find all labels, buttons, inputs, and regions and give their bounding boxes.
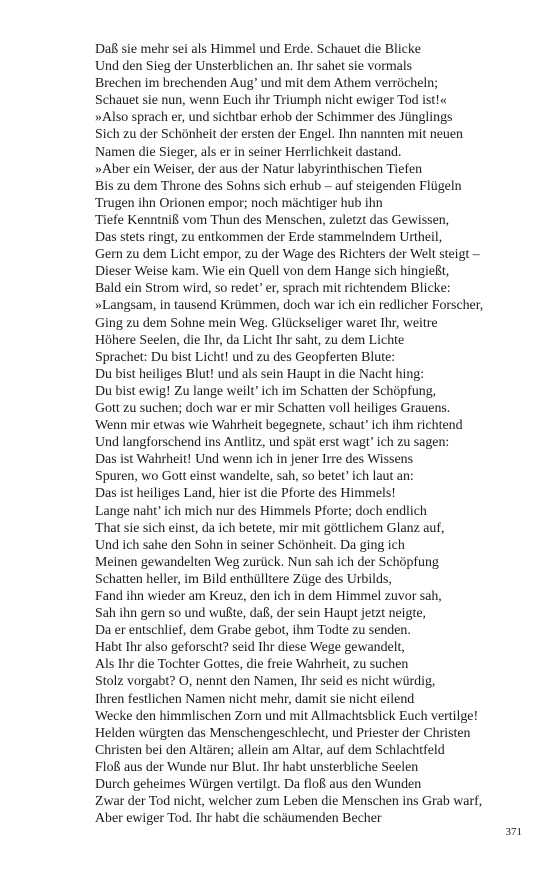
page-number: 371 [505, 826, 522, 838]
verse-line: Und den Sieg der Unsterblichen an. Ihr sahet sie vormals [95, 59, 413, 75]
verse-line: Sah ihn gern so und wußte, daß, der sein Haupt jetzt neigte, [95, 606, 426, 622]
verse-line: Floß aus der Wunde nur Blut. Ihr habt unsterbliche Seelen [95, 759, 419, 775]
verse-line: Meinen gewandelten Weg zurück. Nun sah ich der Schöpfung [95, 554, 439, 570]
verse-line: Ihren festlichen Namen nicht mehr, damit sie nicht eilend [95, 691, 415, 707]
verse-line: »Aber ein Weiser, der aus der Natur labyrinthischen Tiefen [95, 161, 423, 177]
verse-line: Sich zu der Schönheit der ersten der Engel. Ihn nannten mit neuen [95, 127, 463, 143]
verse-line: Und ich sahe den Sohn in seiner Schönheit. Da ging ich [95, 537, 405, 553]
verse-line: Daß sie mehr sei als Himmel und Erde. Schauet die Blicke [95, 42, 421, 57]
verse-line: Trugen ihn Orionen empor; noch mächtiger hub ihn [95, 195, 383, 211]
verse-line: Lange naht’ ich mich nur des Himmels Pforte; doch endlich [95, 503, 427, 519]
verse-line: Christen bei den Altären; allein am Altar, auf dem Schlachtfeld [95, 742, 445, 758]
verse-line: That sie sich einst, da ich betete, mir mit göttlichem Glanz auf, [95, 520, 445, 536]
verse-line: Ging zu dem Sohne mein Weg. Glückseliger waret Ihr, weitre [95, 315, 438, 331]
verse-line: »Langsam, in tausend Krümmen, doch war ich ein redlicher Forscher, [95, 298, 484, 314]
verse-line: Bald ein Strom wird, so redet’ er, sprach mit richtendem Blicke: [95, 281, 451, 297]
verse-line: Du bist heiliges Blut! und als sein Haupt in die Nacht hing: [95, 366, 425, 382]
verse-text-block [95, 41, 525, 827]
verse-line: Helden würgten das Menschengeschlecht, und Priester der Christen [95, 725, 471, 741]
verse-line: Schauet sie nun, wenn Euch ihr Triumph nicht ewiger Tod ist!« [95, 93, 447, 109]
verse-line: »Also sprach er, und sichtbar erhob der Schimmer des Jünglings [95, 110, 453, 126]
verse-line: Bis zu dem Throne des Sohns sich erhub – auf steigenden Flügeln [95, 178, 462, 194]
verse-line: Stolz vorgabt? O, nennt den Namen, Ihr seid es nicht würdig, [95, 674, 436, 690]
verse-line: Wenn mir etwas wie Wahrheit begegnete, schaut’ ich ihm richtend [95, 418, 463, 434]
verse-line: Zwar der Tod nicht, welcher zum Leben die Menschen ins Grab warf, [95, 794, 483, 810]
verse-line: Höhere Seelen, die Ihr, da Licht Ihr saht, zu dem Lichte [95, 332, 405, 348]
verse-line: Durch geheimes Würgen vertilgt. Da floß aus den Wunden [95, 777, 422, 793]
verse-line: Dieser Weise kam. Wie ein Quell von dem Hange sich hingießt, [95, 264, 450, 280]
verse-line: Gern zu dem Licht empor, zu der Wage des Richters der Welt steigt – [95, 247, 480, 263]
verse-line: Gott zu suchen; doch war er mir Schatten voll heiliges Grauens. [95, 400, 451, 416]
verse-line: Wecke den himmlischen Zorn und mit Allmachtsblick Euch vertilge! [95, 708, 479, 724]
verse-line: Aber ewiger Tod. Ihr habt die schäumenden Becher [95, 811, 382, 827]
verse-line: Das ist heiliges Land, hier ist die Pforte des Himmels! [95, 486, 396, 502]
verse-line: Namen die Sieger, als er in seiner Herrlichkeit dastand. [95, 144, 402, 160]
verse-line: Schatten heller, im Bild enthülltere Züge des Urbilds, [95, 571, 392, 587]
verse-line: Und langforschend ins Antlitz, und spät erst wagt’ ich zu sagen: [95, 435, 450, 451]
verse-line: Brechen im brechenden Aug’ und mit dem Athem verröcheln; [95, 76, 439, 92]
verse-line: Habt Ihr also geforscht? seid Ihr diese Wege gewandelt, [95, 640, 405, 656]
verse-line: Das ist Wahrheit! Und wenn ich in jener Irre des Wissens [95, 452, 413, 468]
verse-line: Spuren, wo Gott einst wandelte, sah, so betet’ ich laut an: [95, 469, 414, 485]
verse-line: Tiefe Kenntniß vom Thun des Menschen, zuletzt das Gewissen, [95, 212, 450, 228]
verse-line: Als Ihr die Tochter Gottes, die freie Wahrheit, zu suchen [95, 657, 409, 673]
verse-line: Da er entschlief, dem Grabe gebot, ihm Todte zu senden. [95, 623, 411, 639]
verse-line: Du bist ewig! Zu lange weilt’ ich im Schatten der Schöpfung, [95, 383, 437, 399]
verse-line: Sprachet: Du bist Licht! und zu des Geopferten Blute: [95, 349, 396, 365]
verse-line: Fand ihn wieder am Kreuz, den ich in dem Himmel zuvor sah, [95, 589, 442, 604]
verse-line: Das stets ringt, zu entkommen der Erde stammelndem Urtheil, [95, 230, 443, 246]
